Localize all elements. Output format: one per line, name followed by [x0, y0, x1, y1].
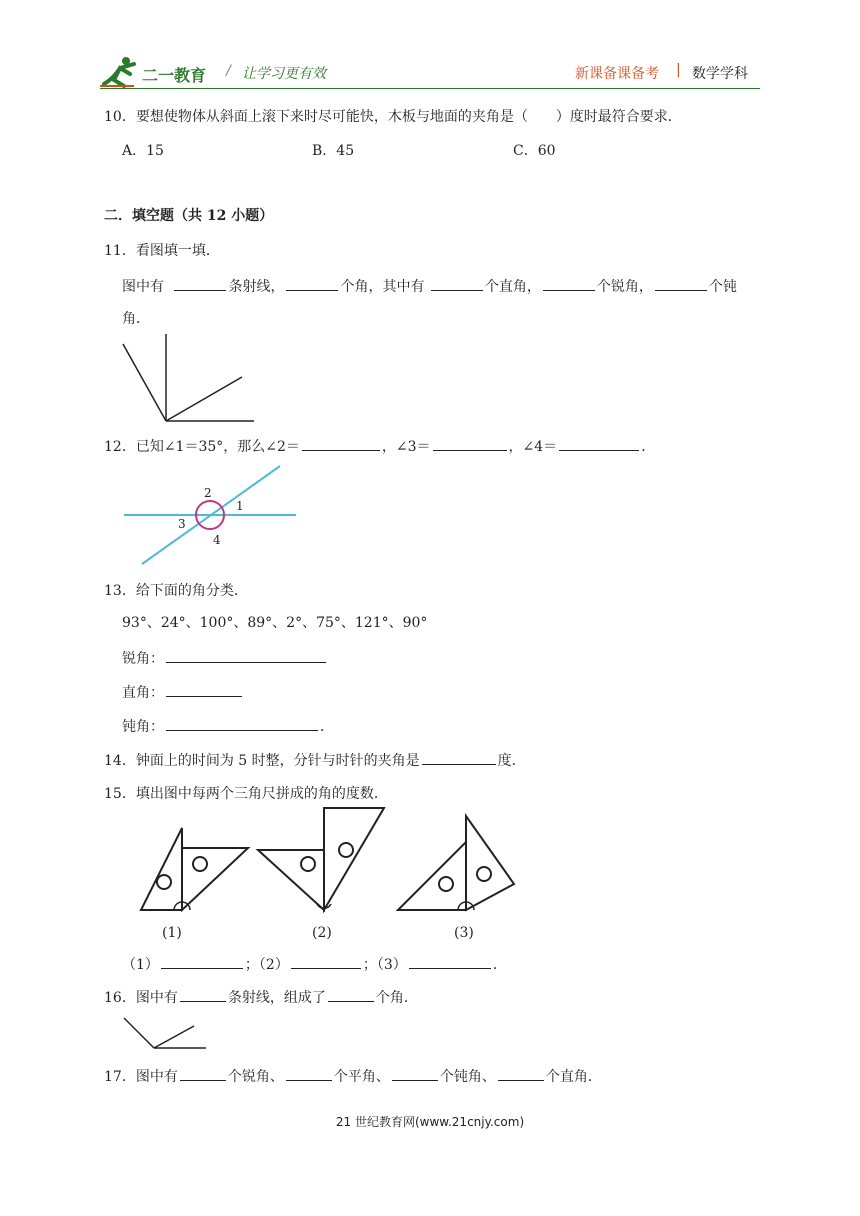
q13-angle-list: 93°、24°、100°、89°、2°、75°、121°、90° [122, 615, 428, 631]
q17-blank-right[interactable] [498, 1066, 544, 1081]
q15-caption-2: (2) [312, 925, 332, 941]
logo-text: 二一教育 [142, 66, 207, 85]
q15-blank-2[interactable] [291, 954, 361, 969]
q11-rays-figure [118, 330, 258, 425]
q13-blank-right[interactable] [166, 682, 242, 697]
q17-line [104, 1066, 602, 1086]
q15-set-squares-figure-3 [394, 814, 520, 914]
q12-label-2: 2 [204, 486, 212, 500]
q13-title: 13．给下面的角分类． [104, 583, 248, 599]
q12-text-mid1: ，∠3＝ [381, 439, 431, 455]
q12-label-1: 1 [236, 499, 244, 513]
q17-blank-obtuse[interactable] [392, 1066, 438, 1081]
header-course: 新课备课备考 [575, 66, 659, 82]
q11-title: 11．看图填一填． [104, 243, 220, 259]
q15-set-squares-figure-2 [256, 800, 386, 916]
q13-obtuse-label: 钝角： [122, 719, 164, 735]
q16-text-mid: 条射线，组成了 [227, 990, 326, 1006]
q15-end: ． [492, 957, 507, 973]
q12-blank-angle3[interactable] [433, 436, 507, 451]
q10-option-b: B．45 [312, 143, 355, 159]
q11-text-2: 条射线， [228, 279, 285, 295]
q15-label-3: ；（3） [362, 957, 407, 973]
q12-label-3: 3 [178, 517, 186, 531]
q12-text-end: ． [641, 439, 656, 455]
q13-obtuse-end: ． [320, 719, 334, 735]
q15-blank-1[interactable] [161, 954, 243, 969]
q15-label-1: （1） [122, 957, 159, 973]
q13-acute-row [122, 648, 328, 668]
q13-acute-label: 锐角： [122, 651, 164, 667]
q15-answer-line [122, 954, 507, 974]
runner-logo-icon [100, 56, 140, 88]
header-subject: 数学学科 [692, 66, 748, 82]
q13-right-label: 直角： [122, 685, 164, 701]
q11-text-6: 个钝 [708, 279, 737, 295]
q11-blank-right[interactable] [431, 276, 483, 291]
q14-line [104, 750, 526, 770]
q17-text-a: 个锐角、 [227, 1069, 284, 1085]
q15-caption-3: (3) [454, 925, 474, 941]
q11-blank-angles[interactable] [286, 276, 338, 291]
q12-line [104, 436, 655, 456]
q10-stem: 10．要想使物体从斜面上滚下来时尽可能快，木板与地面的夹角是（ ）度时最符合要求． [104, 109, 682, 125]
q16-blank-rays[interactable] [180, 987, 226, 1002]
q16-line [104, 987, 418, 1007]
q17-text-d: 个直角． [545, 1069, 602, 1085]
q11-blank-obtuse[interactable] [655, 276, 707, 291]
header-divider: | [676, 62, 681, 78]
q15-title: 15．填出图中每两个三角尺拼成的角的度数． [104, 786, 388, 802]
q16-rays-figure [120, 1012, 210, 1052]
q16-blank-angles[interactable] [328, 987, 374, 1002]
q14-text-pre: 14．钟面上的时间为 5 时整，分针与时针的夹角是 [104, 753, 420, 769]
q17-blank-acute[interactable] [180, 1066, 226, 1081]
q17-blank-straight[interactable] [286, 1066, 332, 1081]
q16-text-post: 个角． [375, 990, 418, 1006]
footer-text: 21 世纪教育网(www.21cnjy.com) [335, 1115, 525, 1129]
q13-blank-obtuse[interactable] [166, 716, 318, 731]
q12-blank-angle4[interactable] [559, 436, 639, 451]
q11-text-3: 个角，其中有 [340, 279, 425, 295]
q10-option-c: C．60 [513, 143, 556, 159]
section-title: 二．填空题（共 12 小题） [104, 208, 274, 224]
q15-set-squares-figure-1 [136, 822, 254, 918]
q13-blank-acute[interactable] [166, 648, 326, 663]
q11-blank-acute[interactable] [543, 276, 595, 291]
q11-line1 [122, 276, 737, 296]
q11-text-1: 图中有 [122, 279, 164, 295]
q12-blank-angle2[interactable] [302, 436, 380, 451]
q12-text-mid2: ，∠4＝ [508, 439, 558, 455]
q17-text-b: 个平角、 [333, 1069, 390, 1085]
q16-text-pre: 16．图中有 [104, 990, 178, 1006]
q12-label-4: 4 [213, 533, 221, 547]
q17-text-pre: 17．图中有 [104, 1069, 178, 1085]
header-rule [100, 88, 760, 89]
q15-caption-1: (1) [162, 925, 182, 941]
q11-line2: 角． [122, 311, 150, 327]
q17-text-c: 个钝角、 [439, 1069, 496, 1085]
q14-text-post: 度． [497, 753, 526, 769]
q12-text-pre: 12．已知∠1＝35°，那么∠2＝ [104, 439, 300, 455]
header-slogan: 让学习更有效 [242, 66, 326, 82]
q13-obtuse-row [122, 716, 334, 736]
q11-text-5: 个锐角， [596, 279, 653, 295]
q11-blank-rays[interactable] [174, 276, 226, 291]
q13-right-row [122, 682, 244, 702]
q15-label-2: ；（2） [244, 957, 289, 973]
q15-blank-3[interactable] [409, 954, 491, 969]
header-slash: / [226, 63, 231, 79]
q14-blank[interactable] [422, 750, 496, 765]
q12-intersecting-lines-figure [120, 462, 300, 568]
q11-text-4: 个直角， [484, 279, 541, 295]
q10-option-a: A．15 [122, 143, 164, 159]
